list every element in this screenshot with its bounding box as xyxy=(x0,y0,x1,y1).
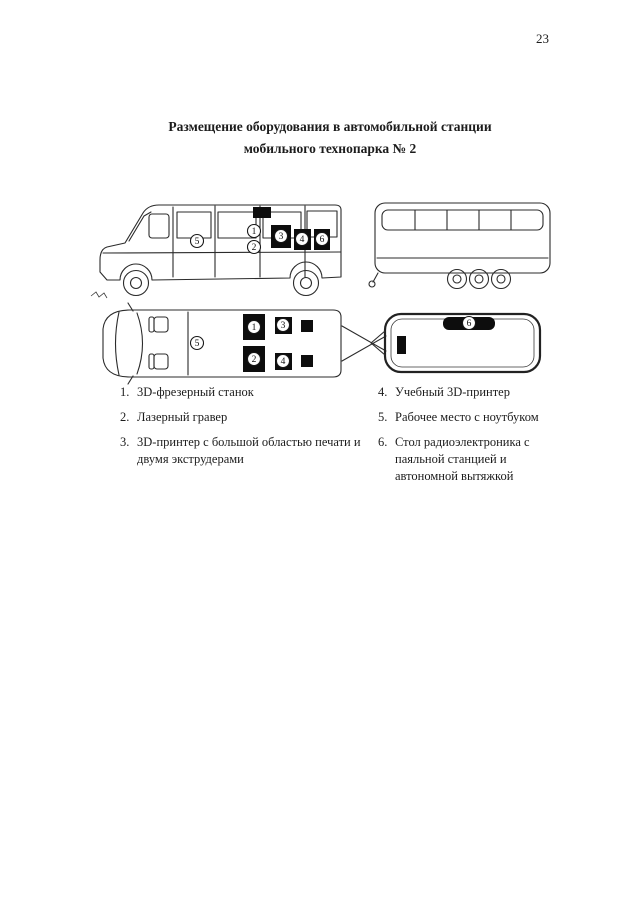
marker-1-top xyxy=(248,321,261,334)
legend-item-number: 5. xyxy=(378,410,388,424)
scan-scribble xyxy=(91,292,107,298)
legend-left-column xyxy=(120,384,372,476)
marker-6-top xyxy=(463,317,476,330)
legend-item-number: 6. xyxy=(378,435,388,449)
svg-text:1: 1 xyxy=(251,227,257,237)
marker-4 xyxy=(296,233,309,246)
trailer-side-view xyxy=(369,203,550,289)
legend-item-3 xyxy=(120,434,372,468)
svg-text:3: 3 xyxy=(278,232,284,242)
legend-item-5 xyxy=(378,409,556,426)
marker-5-top xyxy=(191,337,204,350)
legend-item-number: 4. xyxy=(378,385,388,399)
legend-item-number: 2. xyxy=(120,410,130,424)
svg-text:2: 2 xyxy=(251,355,257,365)
page-number: 23 xyxy=(536,31,549,46)
legend-item-number: 3. xyxy=(120,435,130,449)
page-title xyxy=(90,116,570,160)
marker-2 xyxy=(248,241,261,254)
svg-text:5: 5 xyxy=(194,339,200,349)
svg-text:6: 6 xyxy=(466,319,472,329)
van-top-view xyxy=(103,303,341,384)
legend-item-2 xyxy=(120,409,372,426)
trailer-top-view xyxy=(371,314,540,372)
legend-item-text: 3D-фрезерный станок xyxy=(137,385,254,399)
van-side-view xyxy=(91,205,341,298)
marker-3-top xyxy=(277,319,290,332)
marker-4-top xyxy=(277,355,290,368)
svg-text:3: 3 xyxy=(280,321,286,331)
legend-item-4 xyxy=(378,384,556,401)
marker-2-top xyxy=(248,353,261,366)
legend-item-text: Рабочее место с ноутбуком xyxy=(395,410,539,424)
title-line-1: Размещение оборудования в автомобильной станции xyxy=(168,119,492,134)
svg-text:1: 1 xyxy=(251,323,257,333)
legend-item-text: Лазерный гравер xyxy=(137,410,228,424)
svg-text:6: 6 xyxy=(319,235,325,245)
svg-text:4: 4 xyxy=(280,357,286,367)
svg-text:4: 4 xyxy=(299,235,305,245)
marker-1 xyxy=(248,225,261,238)
legend-item-6 xyxy=(378,434,556,485)
legend-item-1 xyxy=(120,384,372,401)
marker-3 xyxy=(275,230,288,243)
svg-text:2: 2 xyxy=(251,243,257,253)
van-wheels-side xyxy=(124,271,319,296)
legend-item-text: 3D-принтер с большой областью печати и двумя экструдерами xyxy=(137,435,361,466)
legend-item-text: Стол радиоэлектроника с паяльной станцией и автономной вытяжкой xyxy=(395,435,530,483)
svg-text:5: 5 xyxy=(194,237,200,247)
marker-6 xyxy=(316,233,329,246)
trailer-top-equipment xyxy=(397,317,495,354)
hitch-coupling xyxy=(342,326,386,361)
legend-right-column xyxy=(378,384,556,493)
trailer-wheels-side xyxy=(448,270,511,289)
equipment-diagram xyxy=(85,190,565,390)
marker-5 xyxy=(191,235,204,248)
legend-item-text: Учебный 3D-принтер xyxy=(395,385,510,399)
title-line-2: мобильного технопарка № 2 xyxy=(243,141,417,156)
legend-item-number: 1. xyxy=(120,385,130,399)
